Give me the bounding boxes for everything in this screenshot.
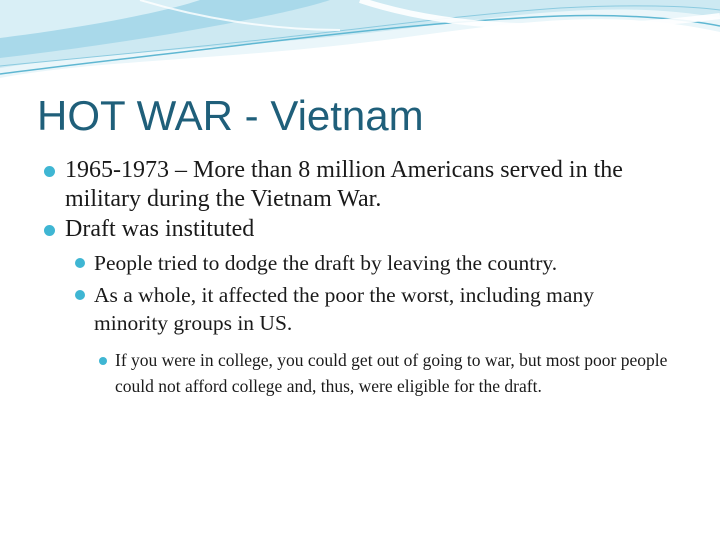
- bullet-icon: [99, 357, 107, 365]
- bullet-item: [65, 156, 665, 214]
- bullet-icon: [75, 290, 85, 300]
- header-wave-decoration: [0, 0, 720, 90]
- sub-bullet-item: [94, 281, 668, 399]
- bullet-text: Draft was instituted: [65, 216, 255, 242]
- bullet-list: [0, 156, 720, 399]
- sub-bullet-item: [94, 249, 639, 277]
- bullet-icon: [44, 166, 55, 177]
- sub-sub-bullet-item: [115, 348, 670, 399]
- sub-sub-bullet-text: If you were in college, you could get out of going to war, but most poor people could not afford college and, thus, were eligible for the draft.: [115, 350, 668, 396]
- bullet-icon: [75, 258, 85, 268]
- sub-bullet-text: As a whole, it affected the poor the worst, including many minority groups in US.: [94, 283, 594, 335]
- sub-bullet-text: People tried to dodge the draft by leaving the country.: [94, 251, 558, 275]
- bullet-icon: [44, 225, 55, 236]
- bullet-item: [65, 215, 668, 399]
- sub-bullet-list: [65, 249, 668, 399]
- slide-title: HOT WAR - Vietnam: [37, 92, 424, 139]
- sub-sub-bullet-list: [94, 348, 668, 399]
- bullet-text: 1965-1973 – More than 8 million Americans served in the military during the Vietnam War.: [65, 157, 623, 212]
- slide-content: [0, 156, 720, 399]
